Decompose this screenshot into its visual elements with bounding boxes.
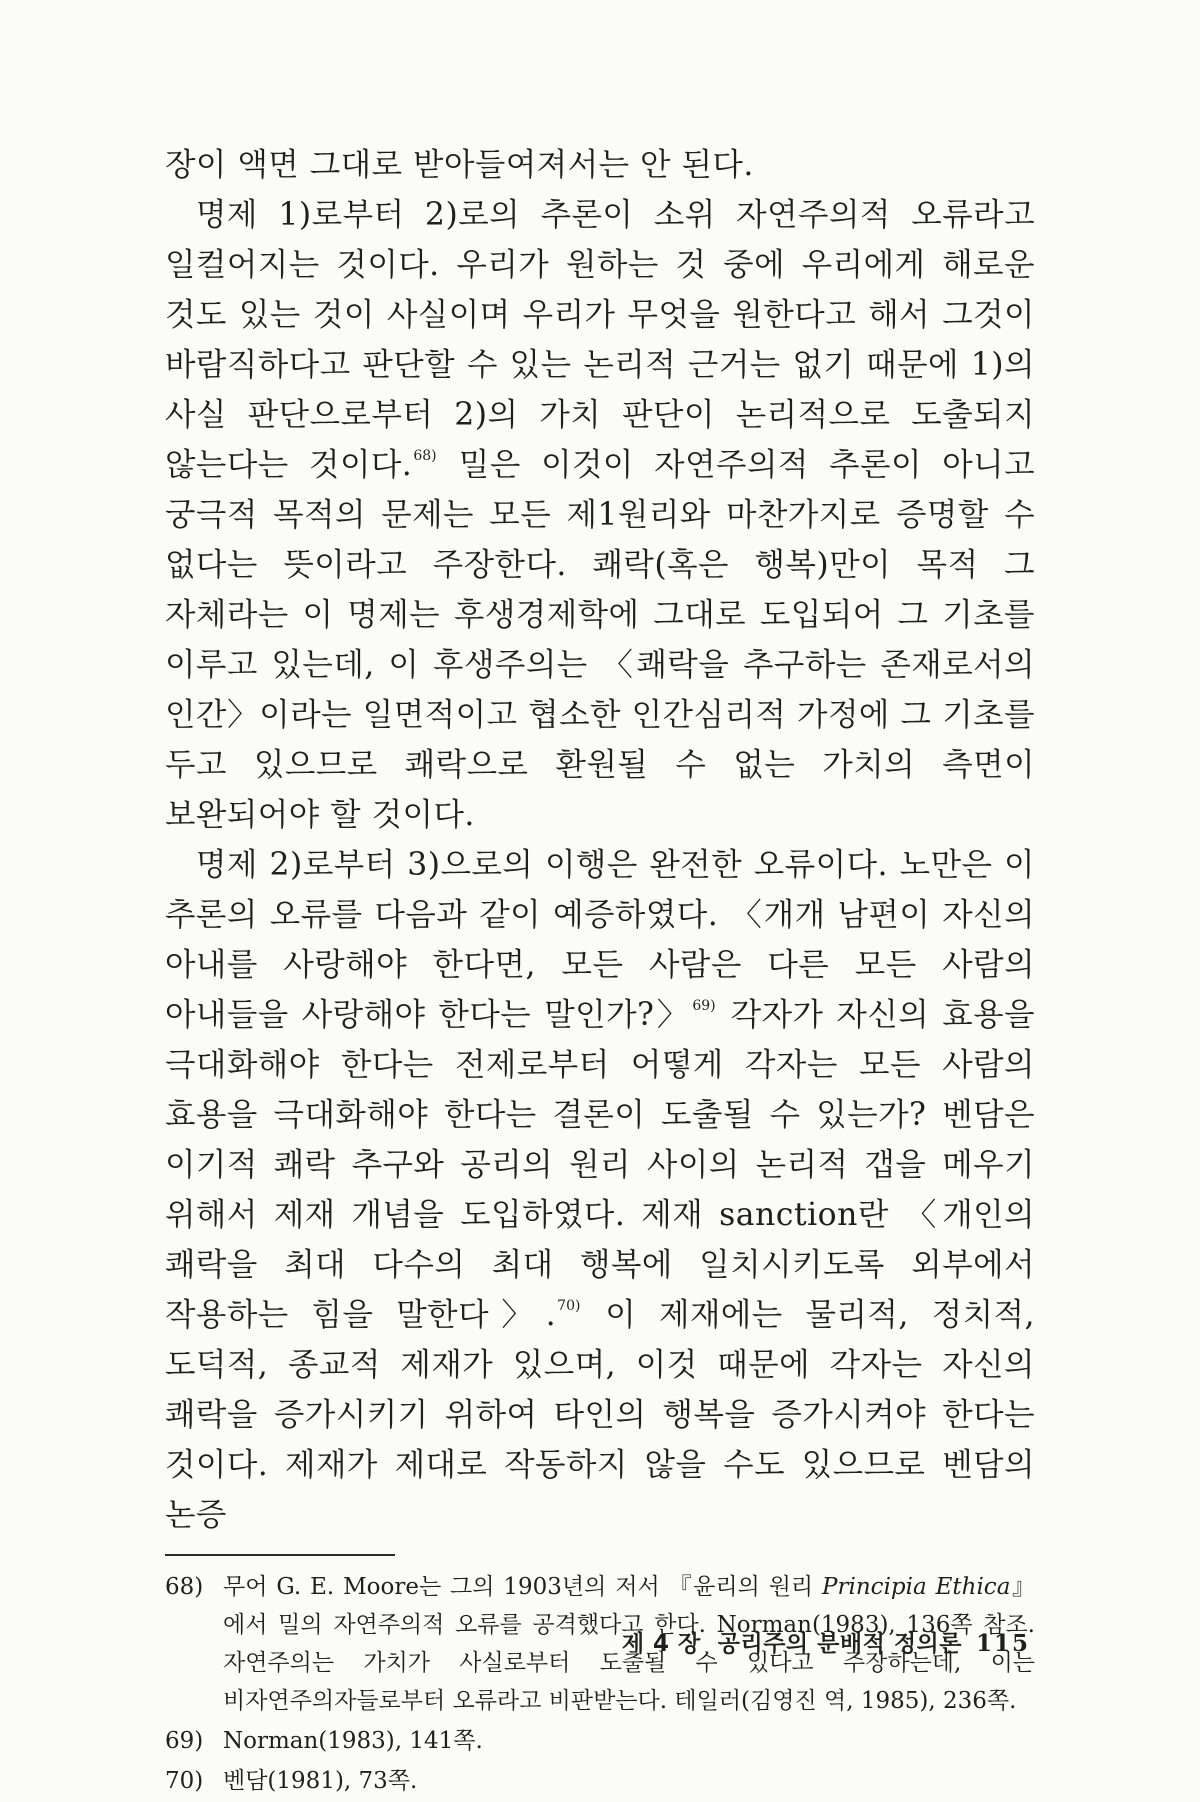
footnote-divider bbox=[165, 1554, 395, 1556]
footnote-70: 70) 벤담(1981), 73쪽. bbox=[165, 1762, 1035, 1800]
page-number: 115 bbox=[975, 1630, 1030, 1657]
paragraph-3: 명제 2)로부터 3)으로의 이행은 완전한 오류이다. 노만은 이 추론의 오류를 다음과 같이 예증하였다. 〈개개 남편이 자신의 아내를 사랑해야 한다면, 모든 사람은 다른 모든 사람의 아내들을 사랑해야 한다는 말인가?〉$^{69)}$ 각자가 자신의 효용을 극대화해야 한다는 전제로부터 어떻게 각자는 모든 사람의 효용을 극대화해야 한다는 결론이 도출될 수 있는가? 벤담은 이기적 쾌락 추구와 공리의 원리 사이의 논리적 갭을 메우기 위해서 제재 개념을 도입하였다. 제재 sanction란 〈개인의 쾌락을 최대 다수의 최대 행복에 일치시키도록 외부에서 작용하는 힘을 말한다〉.$^{70)}$ 이 제재에는 물리적, 정치적, 도덕적, 종교적 제재가 있으며, 이것 때문에 각자는 자신의 쾌락을 증가시키기 위하여 타인의 행복을 증가시켜야 한다는 것이다. 제재가 제대로 작동하지 않을 수도 있으므로 벤담의 논증 bbox=[165, 847, 1035, 1533]
footnote-number: 70) bbox=[165, 1768, 204, 1794]
footnote-ref-69[interactable]: 69) bbox=[692, 998, 716, 1014]
footnote-number: 68) bbox=[165, 1574, 204, 1600]
body-text bbox=[165, 140, 1035, 1540]
footnote-ref-70[interactable]: 70) bbox=[557, 1298, 581, 1314]
footnote-68: 68) 무어 G. E. Moore는 그의 1903년의 저서 『윤리의 원리 Principia Ethica』에서 밀의 자연주의적 오류를 공격했다고 한다. Norman(1983), 136쪽 참조. 자연주의는 가치가 사실로부터 도출될 수 있다고 주장하는데, 이는 비자연주의자들로부터 오류라고 비판받는다. 테일러(김영진 역, 1985), 236쪽. bbox=[165, 1568, 1035, 1720]
footnote-69: 69) Norman(1983), 141쪽. bbox=[165, 1722, 1035, 1760]
footnote-ref-68[interactable]: 68) bbox=[413, 448, 437, 464]
footnotes bbox=[165, 1568, 1035, 1800]
paragraph-2: 명제 1)로부터 2)로의 추론이 소위 자연주의적 오류라고 일컬어지는 것이다. 우리가 원하는 것 중에 우리에게 해로운 것도 있는 것이 사실이며 우리가 무엇을 원한다고 해서 그것이 바람직하다고 판단할 수 있는 논리적 근거는 없기 때문에 1)의 사실 판단으로부터 2)의 가치 판단이 논리적으로 도출되지 않는다는 것이다.$^{68)}$ 밀은 이것이 자연주의적 추론이 아니고 궁극적 목적의 문제는 모든 제1원리와 마찬가지로 증명할 수 없다는 뜻이라고 주장한다. 쾌락(혹은 행복)만이 목적 그 자체라는 이 명제는 후생경제학에 그대로 도입되어 그 기초를 이루고 있는데, 이 후생주의는 〈쾌락을 추구하는 존재로서의 인간〉이라는 일면적이고 협소한 인간심리적 가정에 그 기초를 두고 있으므로 쾌락으로 환원될 수 없는 가치의 측면이 보완되어야 할 것이다. bbox=[165, 197, 1035, 833]
chapter-title: 제 4 장 공리주의 분배적 정의론 bbox=[621, 1631, 962, 1657]
footnote-number: 69) bbox=[165, 1728, 204, 1754]
running-footer bbox=[600, 1625, 1030, 1658]
book-title: Principia Ethica bbox=[822, 1574, 1011, 1600]
paragraph-1: 장이 액면 그대로 받아들여져서는 안 된다. bbox=[165, 147, 754, 183]
page-content bbox=[165, 140, 1035, 1802]
